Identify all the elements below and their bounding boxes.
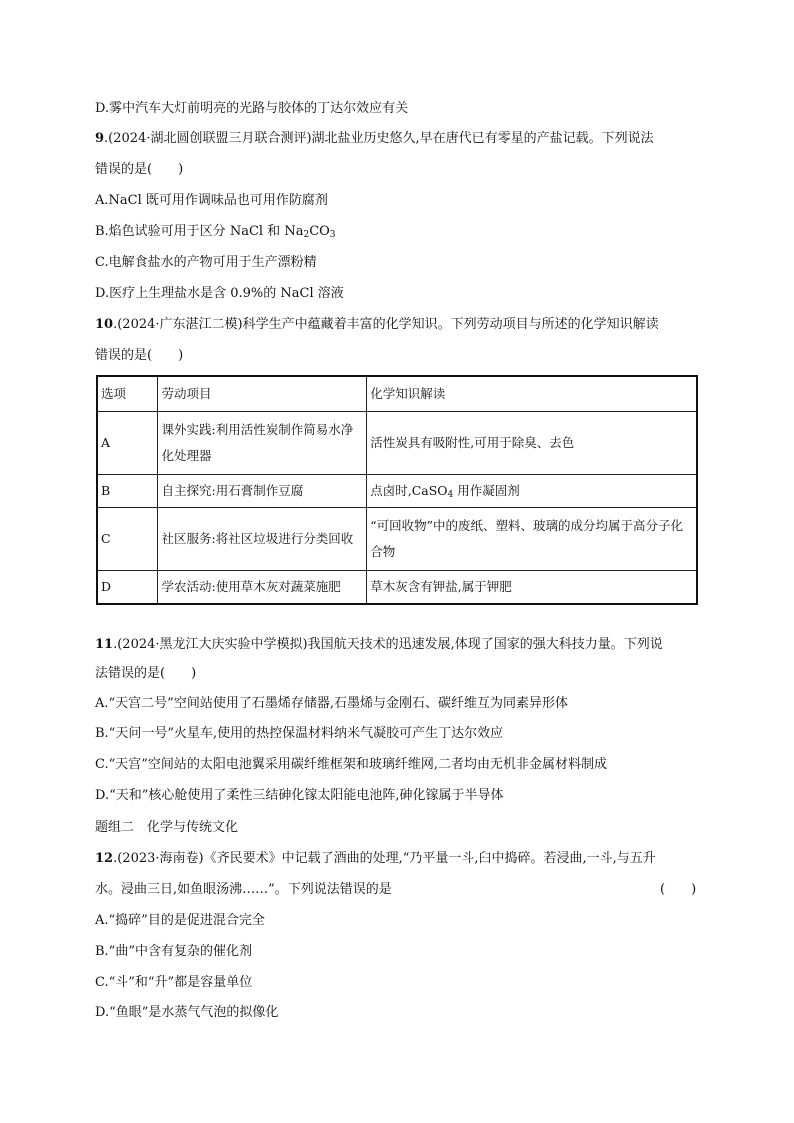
- table-row: [97, 475, 697, 508]
- row-d-option: D: [97, 571, 158, 605]
- q11-option-c: C.“天宫”空间站的太阳电池翼采用碳纤维框架和玻璃纤维网,二者均由无机非金属材料制成: [95, 757, 608, 772]
- q12-option-b: B.“曲”中含有复杂的催化剂: [95, 944, 252, 959]
- row-a-item: 课外实践:利用活性炭制作简易水净化处理器: [158, 412, 367, 475]
- q11-number: 11: [95, 637, 114, 652]
- q11-option-b: B.“天问一号”火星车,使用的热控保温材料纳米气凝胶可产生丁达尔效应: [95, 726, 504, 741]
- q11-stem-line2: 法错误的是( ): [95, 666, 197, 681]
- q10-number: 10: [95, 317, 114, 332]
- q9-number: 9: [95, 131, 105, 146]
- q8-option-d: D.雾中汽车大灯前明亮的光路与胶体的丁达尔效应有关: [95, 101, 409, 116]
- q12-stem-line2: 水。浸曲三日,如鱼眼汤沸……”。下列说法错误的是: [95, 882, 392, 897]
- q9-option-b-co: CO: [309, 224, 330, 239]
- q11-stem-text: .(2024·黑龙江大庆实验中学模拟)我国航天技术的迅速发展,体现了国家的强大科技力量。下列说: [113, 637, 663, 652]
- row-c-reading: “可回收物”中的废纸、塑料、玻璃的成分均属于高分子化合物: [367, 508, 697, 571]
- q10-table: [96, 375, 698, 605]
- q9-option-a: A.NaCl 既可用作调味品也可用作防腐剂: [95, 193, 328, 208]
- q9-stem-line1: [95, 130, 654, 148]
- q12-stem-line1: [95, 850, 656, 868]
- q9-option-b-sub2: 3: [329, 230, 336, 240]
- section-heading: 题组二 化学与传统文化: [95, 820, 239, 835]
- row-a-option: A: [97, 412, 158, 475]
- table-header-row: [97, 376, 697, 412]
- q9-option-b-text: B.焰色试验可用于区分 NaCl 和 Na: [95, 224, 304, 239]
- q9-option-c: C.电解食盐水的产物可用于生产漂粉精: [95, 255, 317, 270]
- header-option: 选项: [97, 376, 158, 412]
- row-b-reading-pre: 点卤时,CaSO: [370, 483, 448, 498]
- row-b-option: B: [97, 475, 158, 508]
- q11-option-d: D.“天和”核心舱使用了柔性三结砷化镓太阳能电池阵,砷化镓属于半导体: [95, 788, 504, 803]
- q11-stem-line1: [95, 636, 663, 654]
- table-row: [97, 571, 697, 605]
- q9-stem-text: .(2024·湖北圆创联盟三月联合测评)湖北盐业历史悠久,早在唐代已有零星的产盐记载。下列说法: [104, 131, 654, 146]
- q12-option-d: D.“鱼眼”是水蒸气气泡的拟像化: [95, 1005, 279, 1020]
- q10-stem-line2: 错误的是( ): [95, 348, 184, 363]
- row-b-reading-post: 用作凝固剂: [453, 483, 520, 498]
- row-c-item: 社区服务:将社区垃圾进行分类回收: [158, 508, 367, 571]
- q9-option-d: D.医疗上生理盐水是含 0.9%的 NaCl 溶液: [95, 286, 344, 301]
- q10-stem-line1: [95, 316, 659, 334]
- q12-option-c: C.“斗”和“升”都是容量单位: [95, 975, 253, 990]
- row-c-option: C: [97, 508, 158, 571]
- table-row: [97, 412, 697, 475]
- q12-answer-paren: ( ): [660, 882, 697, 897]
- row-a-reading: 活性炭具有吸附性,可用于除臭、去色: [367, 412, 697, 475]
- q9-stem-line2: 错误的是( ): [95, 162, 184, 177]
- q9-option-b-sub1: 2: [303, 230, 310, 240]
- q10-stem-text: .(2024·广东湛江二模)科学生产中蕴藏着丰富的化学知识。下列劳动项目与所述的化学知识解读: [113, 317, 659, 332]
- q11-option-a: A.“天宫二号”空间站使用了石墨烯存储器,石墨烯与金刚石、碳纤维互为同素异形体: [95, 696, 568, 711]
- table-row: [97, 508, 697, 571]
- header-labor-item: 劳动项目: [158, 376, 367, 412]
- q12-number: 12: [95, 851, 114, 866]
- q12-option-a: A.“捣碎”目的是促进混合完全: [95, 913, 265, 928]
- row-b-reading: [367, 475, 697, 508]
- q12-stem-text: .(2023·海南卷)《齐民要术》中记载了酒曲的处理,“乃平量一斗,臼中捣碎。若浸曲,一斗,与五升: [113, 851, 656, 866]
- row-d-reading: 草木灰含有钾盐,属于钾肥: [367, 571, 697, 605]
- row-d-item: 学农活动:使用草木灰对蔬菜施肥: [158, 571, 367, 605]
- row-b-reading-sub: 4: [447, 490, 454, 500]
- q9-option-b: [95, 223, 336, 241]
- header-knowledge: 化学知识解读: [367, 376, 697, 412]
- row-b-item: 自主探究:用石膏制作豆腐: [158, 475, 367, 508]
